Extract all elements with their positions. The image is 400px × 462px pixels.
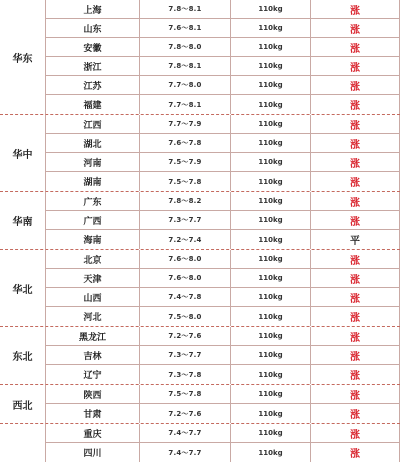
price-range-cell: 7.4～7.7: [139, 443, 230, 462]
trend-cell: 涨: [310, 404, 400, 423]
price-range-cell: 7.8～8.1: [139, 57, 230, 76]
province-cell: 辽宁: [45, 365, 139, 384]
table-row: [45, 307, 400, 326]
weight-cell: 110kg: [230, 307, 310, 326]
province-cell: 湖北: [45, 134, 139, 153]
table-row: [45, 327, 400, 346]
weight-cell: 110kg: [230, 346, 310, 365]
province-cell: 湖南: [45, 172, 139, 191]
province-cell: 北京: [45, 250, 139, 269]
trend-cell: 涨: [310, 269, 400, 288]
province-cell: 江西: [45, 115, 139, 134]
table-row: [45, 424, 400, 443]
weight-cell: 110kg: [230, 269, 310, 288]
province-cell: 浙江: [45, 57, 139, 76]
region-label: 东北: [12, 352, 33, 363]
trend-cell: 涨: [310, 57, 400, 76]
weight-cell: 110kg: [230, 365, 310, 384]
trend-cell: 涨: [310, 327, 400, 346]
price-range-cell: 7.3～7.7: [139, 211, 230, 230]
price-range-cell: 7.2～7.6: [139, 404, 230, 423]
weight-cell: 110kg: [230, 95, 310, 114]
table-row: [45, 134, 400, 153]
table-row: [45, 211, 400, 230]
region-label: 华北: [12, 284, 33, 296]
trend-cell: 涨: [310, 153, 400, 172]
weight-cell: 110kg: [230, 443, 310, 462]
weight-cell: 110kg: [230, 57, 310, 76]
trend-cell: 涨: [310, 211, 400, 230]
price-range-cell: 7.7～7.9: [139, 115, 230, 134]
table-row: [45, 269, 400, 288]
table-row: [45, 115, 400, 134]
region-block: [0, 192, 400, 250]
table-row: [45, 288, 400, 307]
province-cell: 安徽: [45, 38, 139, 57]
price-range-cell: 7.8～8.0: [139, 38, 230, 57]
price-range-cell: 7.6～8.1: [139, 19, 230, 38]
weight-cell: 110kg: [230, 211, 310, 230]
table-row: [45, 19, 400, 38]
table-row: [45, 0, 400, 19]
province-cell: 广东: [45, 192, 139, 211]
trend-cell: 涨: [310, 95, 400, 114]
province-cell: 山西: [45, 288, 139, 307]
province-cell: 福建: [45, 95, 139, 114]
province-cell: 四川: [45, 443, 139, 462]
region-block: [0, 0, 400, 115]
trend-cell: 涨: [310, 365, 400, 384]
weight-cell: 110kg: [230, 385, 310, 404]
weight-cell: 110kg: [230, 192, 310, 211]
price-range-cell: 7.7～8.1: [139, 95, 230, 114]
province-cell: 江苏: [45, 76, 139, 95]
trend-cell: 涨: [310, 346, 400, 365]
trend-cell: 涨: [310, 250, 400, 269]
province-cell: 广西: [45, 211, 139, 230]
weight-cell: 110kg: [230, 19, 310, 38]
region-label: 西北: [12, 400, 33, 412]
table-row: [45, 346, 400, 365]
weight-cell: 110kg: [230, 250, 310, 269]
weight-cell: 110kg: [230, 424, 310, 443]
trend-cell: 涨: [310, 172, 400, 191]
province-cell: 甘肃: [45, 404, 139, 423]
region-block: [0, 424, 400, 462]
price-range-cell: 7.5～7.9: [139, 153, 230, 172]
region-block: [0, 250, 400, 327]
weight-cell: 110kg: [230, 288, 310, 307]
price-range-cell: 7.2～7.4: [139, 230, 230, 249]
trend-cell: 涨: [310, 385, 400, 404]
province-cell: 河北: [45, 307, 139, 326]
region-block: [0, 327, 400, 385]
weight-cell: 110kg: [230, 115, 310, 134]
trend-cell: 涨: [310, 76, 400, 95]
province-cell: 黑龙江: [45, 327, 139, 346]
region-label: [0, 424, 45, 462]
trend-cell: 涨: [310, 192, 400, 211]
province-cell: 陕西: [45, 385, 139, 404]
province-cell: 海南: [45, 230, 139, 249]
trend-cell: 涨: [310, 134, 400, 153]
price-range-cell: 7.8～8.2: [139, 192, 230, 211]
weight-cell: 110kg: [230, 38, 310, 57]
price-range-cell: 7.8～8.1: [139, 0, 230, 19]
region-block: [0, 385, 400, 424]
region-label: 华南: [12, 217, 33, 228]
table-row: [45, 385, 400, 404]
trend-cell: 涨: [310, 288, 400, 307]
trend-cell: 涨: [310, 424, 400, 443]
table-row: [45, 443, 400, 462]
province-cell: 山东: [45, 19, 139, 38]
trend-cell: 平: [310, 230, 400, 249]
province-cell: 吉林: [45, 346, 139, 365]
region-label: 华东: [12, 53, 33, 65]
weight-cell: 110kg: [230, 230, 310, 249]
table-row: [45, 95, 400, 114]
table-row: [45, 153, 400, 172]
trend-cell: 涨: [310, 0, 400, 19]
price-range-cell: 7.5～7.8: [139, 385, 230, 404]
weight-cell: 110kg: [230, 153, 310, 172]
table-row: [45, 230, 400, 249]
weight-cell: 110kg: [230, 404, 310, 423]
price-range-cell: 7.5～7.8: [139, 172, 230, 191]
price-range-cell: 7.4～7.8: [139, 288, 230, 307]
table-row: [45, 404, 400, 423]
weight-cell: 110kg: [230, 327, 310, 346]
price-range-cell: 7.6～7.8: [139, 134, 230, 153]
province-cell: 上海: [45, 0, 139, 19]
price-range-cell: 7.3～7.8: [139, 365, 230, 384]
province-cell: 天津: [45, 269, 139, 288]
trend-cell: 涨: [310, 443, 400, 462]
table-row: [45, 38, 400, 57]
table-row: [45, 192, 400, 211]
price-range-cell: 7.5～8.0: [139, 307, 230, 326]
price-range-cell: 7.3～7.7: [139, 346, 230, 365]
trend-cell: 涨: [310, 19, 400, 38]
price-range-cell: 7.6～8.0: [139, 250, 230, 269]
table-row: [45, 57, 400, 76]
table-row: [45, 365, 400, 384]
weight-cell: 110kg: [230, 76, 310, 95]
price-range-cell: 7.2～7.6: [139, 327, 230, 346]
region-label: 华中: [12, 149, 33, 161]
province-cell: 重庆: [45, 424, 139, 443]
trend-cell: 涨: [310, 307, 400, 326]
table-row: [45, 250, 400, 269]
weight-cell: 110kg: [230, 0, 310, 19]
price-range-cell: 7.4～7.7: [139, 424, 230, 443]
table-row: [45, 76, 400, 95]
weight-cell: 110kg: [230, 134, 310, 153]
price-range-cell: 7.6～8.0: [139, 269, 230, 288]
trend-cell: 涨: [310, 38, 400, 57]
price-range-cell: 7.7～8.0: [139, 76, 230, 95]
weight-cell: 110kg: [230, 172, 310, 191]
region-block: [0, 115, 400, 192]
table-row: [45, 172, 400, 191]
province-cell: 河南: [45, 153, 139, 172]
trend-cell: 涨: [310, 115, 400, 134]
